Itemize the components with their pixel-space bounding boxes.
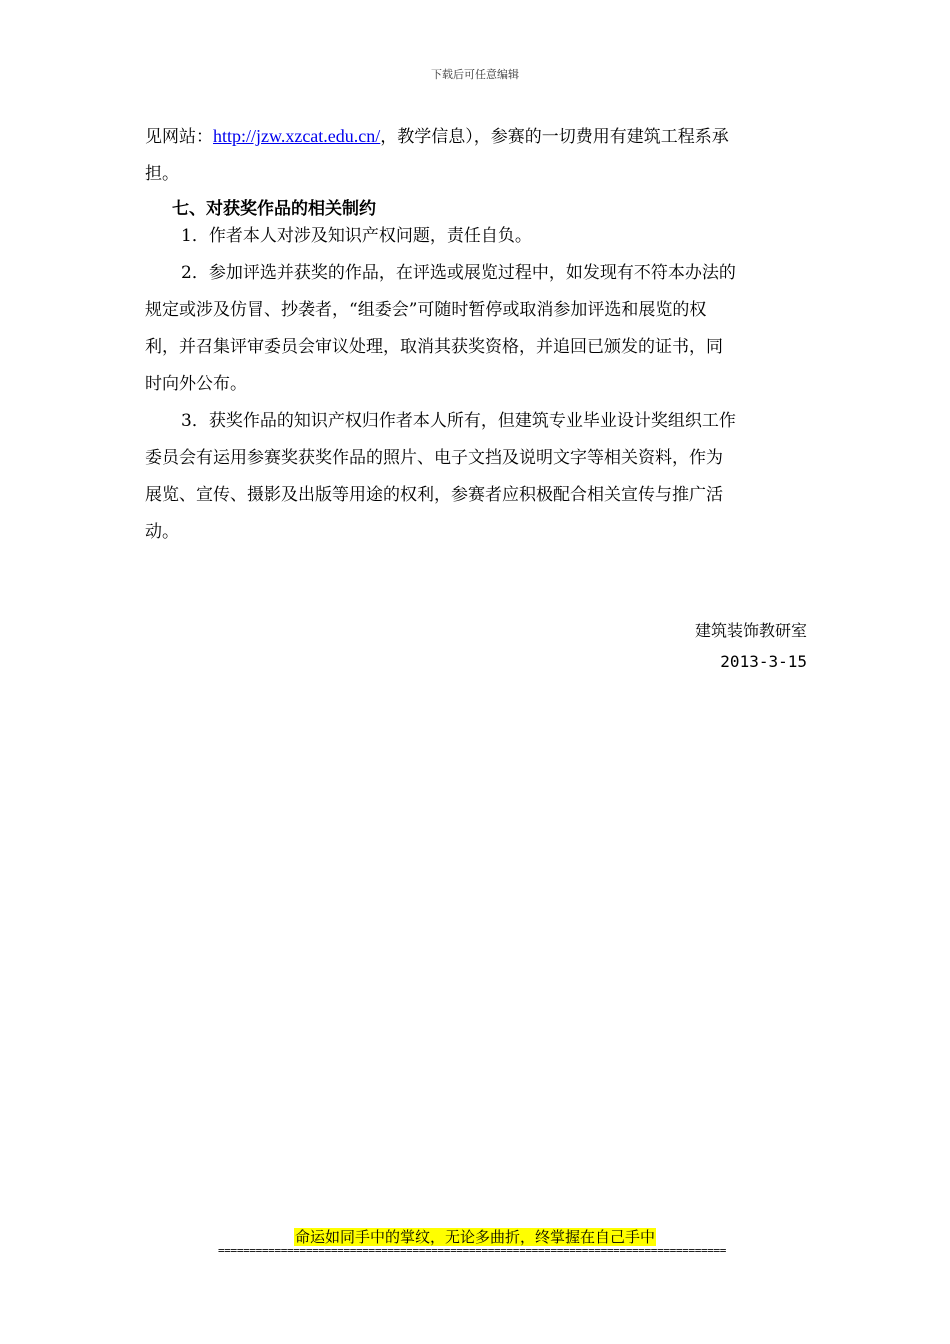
- clause-3-line-1: 3．获奖作品的知识产权归作者本人所有，但建筑专业毕业设计奖组织工作: [181, 411, 736, 431]
- clause-2-line-3: 利，并召集评审委员会审议处理，取消其获奖资格，并追回已颁发的证书，同: [145, 337, 723, 357]
- clause-1: [145, 218, 807, 255]
- section-heading: 七、对获奖作品的相关制约: [172, 199, 376, 219]
- signature-org: 建筑装饰教研室: [694, 621, 807, 640]
- clause-3: [145, 403, 807, 551]
- website-link[interactable]: http://jzw.xzcat.edu.cn/: [213, 126, 381, 146]
- clause-2: [145, 255, 807, 403]
- intro-suffix: ，教学信息），参赛的一切费用有建筑工程系承: [380, 127, 729, 147]
- footer-motto-text: 命运如同手中的掌纹，无论多曲折，终掌握在自己手中: [294, 1228, 655, 1246]
- intro-line-1: [145, 118, 807, 156]
- clause-2-line-2: 规定或涉及仿冒、抄袭者，“组委会”可随时暂停或取消参加评选和展览的权: [145, 300, 707, 320]
- clauses-list: [145, 218, 807, 551]
- header-note: 下载后可任意编辑: [431, 68, 519, 81]
- footer-rule: =================================================================================: [218, 1244, 727, 1257]
- clause-3-line-3: 展览、宣传、摄影及出版等用途的权利，参赛者应积极配合相关宣传与推广活: [145, 485, 723, 505]
- signature-date: 2013-3-15: [720, 652, 807, 671]
- intro-line-2: 担。: [145, 164, 179, 184]
- intro-prefix: 见网站：: [145, 127, 213, 147]
- clause-2-line-4: 时向外公布。: [145, 374, 247, 394]
- clause-3-line-4: 动。: [145, 522, 179, 542]
- clause-1-line-1: 1．作者本人对涉及知识产权问题，责任自负。: [181, 226, 532, 246]
- intro-paragraph: [145, 118, 807, 193]
- clause-2-line-1: 2．参加评选并获奖的作品，在评选或展览过程中，如发现有不符本办法的: [181, 263, 736, 283]
- clause-3-line-2: 委员会有运用参赛奖获奖作品的照片、电子文挡及说明文字等相关资料，作为: [145, 448, 723, 468]
